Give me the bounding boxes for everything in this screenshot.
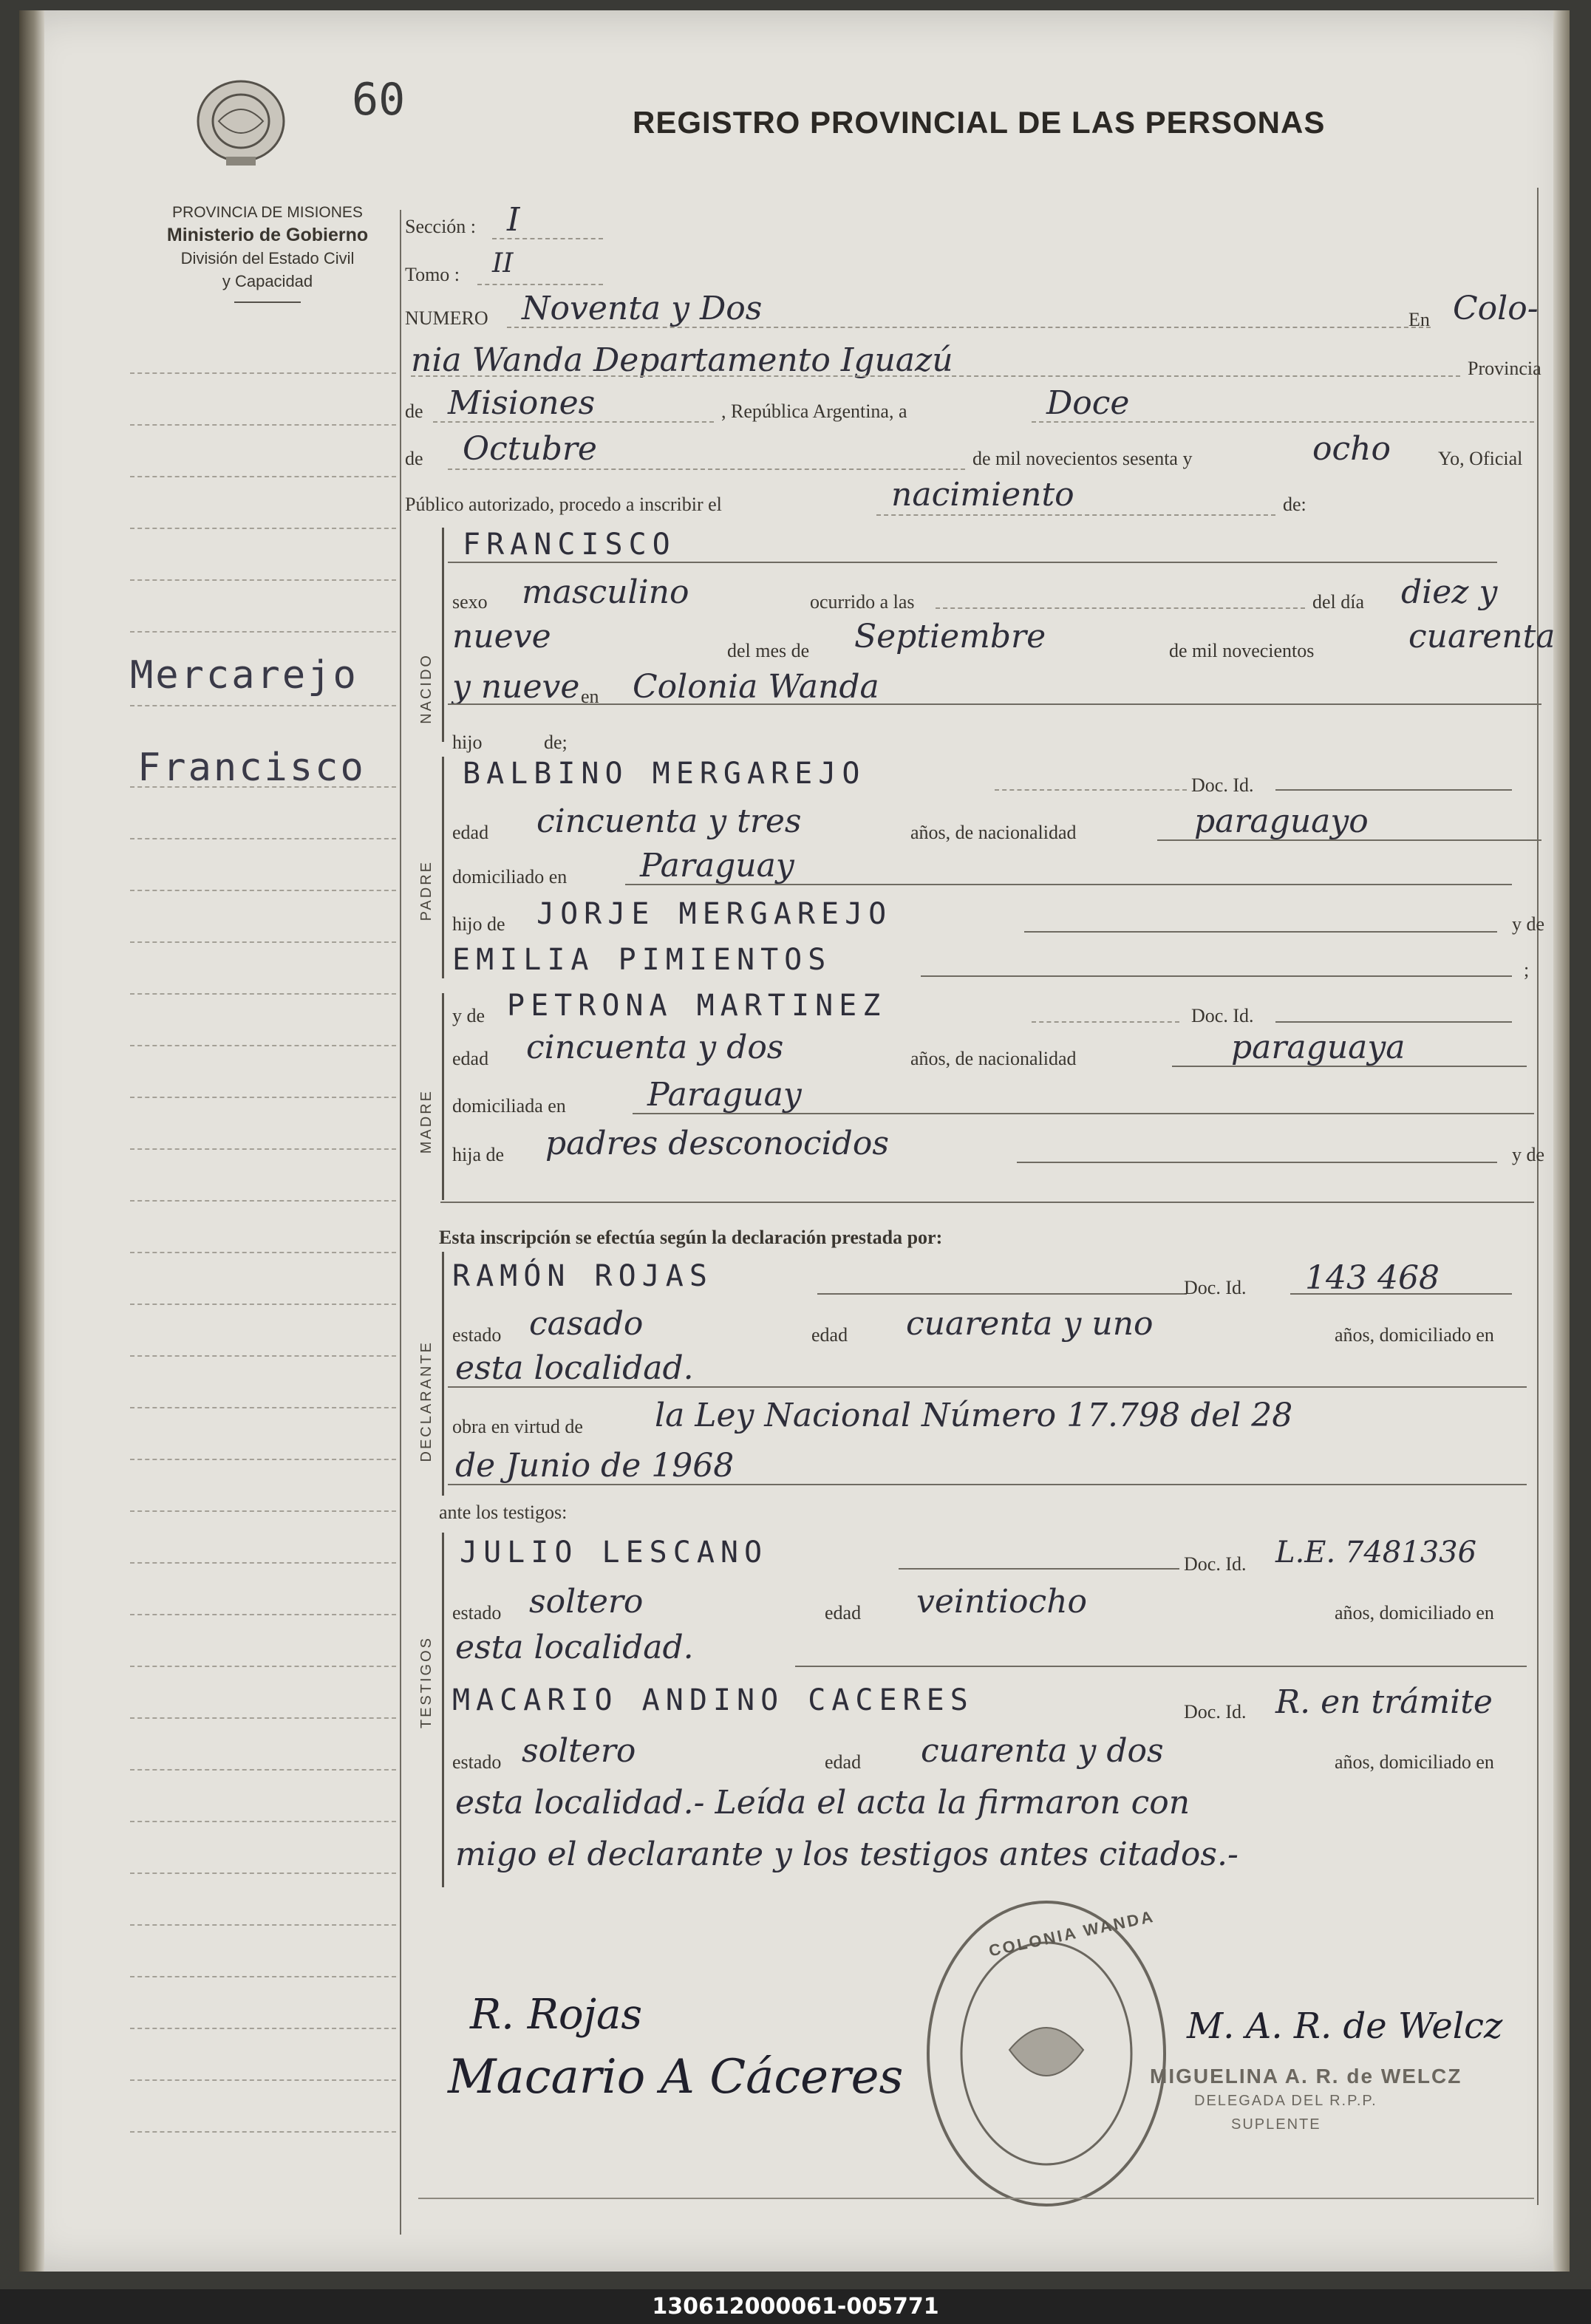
- madre-y-de-label-2: y de: [1512, 1144, 1545, 1165]
- anio-nacimiento-1: cuarenta: [1408, 618, 1556, 655]
- closing-line-2: migo el declarante y los testigos antes citados.-: [455, 1836, 1239, 1873]
- de-label-2: de: [405, 448, 423, 469]
- testigo-1-doc-label: Doc. Id.: [1184, 1553, 1247, 1575]
- padre-edad: cincuenta y tres: [536, 803, 802, 840]
- numero-label: NUMERO: [405, 307, 488, 329]
- lugar-value-2: nia Wanda Departamento Iguazú: [411, 341, 953, 379]
- madre-doc-label: Doc. Id.: [1191, 1005, 1254, 1026]
- anio-value: ocho: [1312, 430, 1391, 468]
- padre-semicolon: ;: [1524, 959, 1530, 981]
- lugar-nacimiento: Colonia Wanda: [633, 668, 879, 706]
- declarante-section-label: DECLARANTE: [418, 1340, 435, 1462]
- testigo-2-doc: R. en trámite: [1275, 1683, 1493, 1721]
- provincia-value: Misiones: [448, 384, 596, 422]
- declarante-domicilio: esta localidad.: [455, 1349, 694, 1387]
- en-label: En: [1408, 309, 1430, 330]
- madre-anios-label: años, de nacionalidad: [910, 1048, 1077, 1069]
- sexo-label: sexo: [452, 591, 488, 613]
- testigos-section-label: TESTIGOS: [418, 1636, 435, 1729]
- nacido-section-label: NACIDO: [418, 653, 435, 724]
- tomo-value: II: [492, 248, 514, 279]
- margin-given-name: Francisco: [137, 746, 366, 790]
- testigos-intro: ante los testigos:: [439, 1502, 568, 1523]
- madre-domicilio-label: domiciliada en: [452, 1095, 566, 1117]
- mil-label: de mil novecientos: [1169, 640, 1315, 661]
- madre-nacionalidad: paraguaya: [1231, 1029, 1406, 1066]
- obra-label: obra en virtud de: [452, 1416, 583, 1437]
- document-page: [19, 10, 1570, 2272]
- org-province: PROVINCIA DE MISIONES: [172, 204, 363, 221]
- madre-nombre: PETRONA MARTINEZ: [507, 989, 887, 1023]
- signature-declarante: R. Rojas: [470, 1991, 643, 2039]
- madre-edad-label: edad: [452, 1048, 489, 1069]
- hijo-label: hijo: [452, 732, 483, 753]
- anio-nacimiento-2: y nueve: [452, 668, 580, 706]
- stamp-name: MIGUELINA A. R. de WELCZ: [1150, 2065, 1462, 2088]
- org-division-2: y Capacidad: [222, 272, 313, 290]
- madre-padres: padres desconocidos: [545, 1125, 889, 1162]
- dia-value: Doce: [1046, 384, 1130, 422]
- declarante-intro: Esta inscripción se efectúa según la declaración prestada por:: [439, 1227, 943, 1248]
- book-binding: [19, 10, 44, 2272]
- testigo-1-edad-label: edad: [825, 1602, 862, 1623]
- madre-hija-de-label: hija de: [452, 1144, 505, 1165]
- seccion-value: I: [507, 201, 520, 239]
- republica-label: , República Argentina, a: [721, 401, 907, 422]
- lugar-value-1: Colo-: [1453, 290, 1539, 327]
- oficial-label: Yo, Oficial: [1438, 448, 1523, 469]
- padre-nacionalidad: paraguayo: [1194, 803, 1369, 840]
- padre-nombre: BALBINO MERGAREJO: [463, 757, 866, 791]
- padre-doc-label: Doc. Id.: [1191, 774, 1254, 796]
- declarante-edad-label: edad: [811, 1324, 848, 1346]
- testigos-bracket: [442, 1533, 444, 1887]
- coat-of-arms-emblem: [189, 75, 293, 171]
- page-edge: [1553, 10, 1570, 2272]
- padre-bracket: [442, 757, 444, 978]
- testigo-1-estado: soltero: [529, 1583, 644, 1621]
- declarante-anios-label: años, domiciliado en: [1335, 1324, 1494, 1346]
- signature-testigo: Macario A Cáceres: [448, 2050, 904, 2105]
- de-colon-label: de:: [1283, 494, 1306, 515]
- publico-label: Público autorizado, procedo a inscribir el: [405, 494, 722, 515]
- org-divider: [234, 301, 301, 303]
- testigo-1-anios-label: años, domiciliado en: [1335, 1602, 1494, 1623]
- dia-nacimiento-1: diez y: [1401, 573, 1498, 611]
- barcode-id-footer: 130612000061-005771: [0, 2289, 1591, 2324]
- testigo-2-anios-label: años, domiciliado en: [1335, 1751, 1494, 1773]
- testigo-2-estado-label: estado: [452, 1751, 502, 1773]
- obra-value-2: de Junio de 1968: [455, 1447, 735, 1485]
- margin-rule: [400, 210, 401, 2235]
- closing-line-1: esta localidad.- Leída el acta la firmaron con: [455, 1784, 1190, 1822]
- ocurrido-label: ocurrido a las: [810, 591, 915, 613]
- org-header: [112, 201, 423, 303]
- declarante-nombre: RAMÓN ROJAS: [452, 1259, 713, 1293]
- org-ministry: Ministerio de Gobierno: [166, 225, 369, 245]
- testigo-1-nombre: JULIO LESCANO: [460, 1536, 769, 1570]
- declarante-estado: casado: [529, 1305, 644, 1343]
- mes-nacimiento: Septiembre: [854, 618, 1046, 655]
- testigo-2-edad-label: edad: [825, 1751, 862, 1773]
- madre-domicilio: Paraguay: [647, 1076, 802, 1114]
- testigo-1-edad: veintiocho: [916, 1583, 1088, 1621]
- hijo-suffix: de;: [544, 732, 568, 753]
- sexo-value: masculino: [522, 573, 689, 611]
- testigo-2-estado: soltero: [522, 1732, 636, 1770]
- obra-value-1: la Ley Nacional Número 17.798 del 28: [655, 1397, 1293, 1434]
- right-rule: [1537, 188, 1539, 2205]
- page-title: REGISTRO PROVINCIAL DE LAS PERSONAS: [633, 105, 1326, 140]
- declarante-doc-label: Doc. Id.: [1184, 1277, 1247, 1298]
- mes-label: del mes de: [727, 640, 810, 661]
- declarante-doc: 143 468: [1305, 1259, 1440, 1297]
- padre-domicilio: Paraguay: [640, 847, 794, 885]
- testigo-1-doc: L.E. 7481336: [1275, 1536, 1477, 1570]
- del-dia-label: del día: [1312, 591, 1365, 613]
- tomo-label: Tomo :: [405, 264, 460, 285]
- nacido-bracket: [442, 528, 444, 742]
- stamp-title-1: DELEGADA DEL R.P.P.: [1194, 2093, 1377, 2109]
- numero-value: Noventa y Dos: [522, 290, 763, 327]
- signature-oficial: M. A. R. de Welcz: [1187, 2006, 1503, 2047]
- nacido-nombre: FRANCISCO: [463, 528, 676, 562]
- seal-text: COLONIA WANDA: [987, 1906, 1156, 1960]
- declarante-bracket: [442, 1252, 444, 1496]
- page-number: 60: [352, 74, 406, 126]
- en-nacimiento-label: en: [581, 686, 599, 707]
- padre-section-label: PADRE: [418, 860, 435, 921]
- seccion-label: Sección :: [405, 216, 477, 237]
- padre-hijo-de-label: hijo de: [452, 913, 505, 935]
- testigo-2-nombre: MACARIO ANDINO CACERES: [452, 1683, 974, 1717]
- testigo-2-doc-label: Doc. Id.: [1184, 1701, 1247, 1722]
- stamp-title-2: SUPLENTE: [1231, 2116, 1321, 2133]
- acto-value: nacimiento: [891, 476, 1074, 514]
- declarante-estado-label: estado: [452, 1324, 502, 1346]
- mes-value: Octubre: [463, 430, 597, 468]
- provincia-label: Provincia: [1468, 358, 1541, 379]
- testigo-1-domicilio: esta localidad.: [455, 1629, 694, 1666]
- padre-madre: EMILIA PIMIENTOS: [452, 943, 832, 977]
- padre-domicilio-label: domiciliado en: [452, 866, 568, 887]
- anio-label: de mil novecientos sesenta y: [972, 448, 1193, 469]
- testigo-1-estado-label: estado: [452, 1602, 502, 1623]
- dia-nacimiento-2: nueve: [452, 618, 551, 655]
- madre-bracket: [442, 993, 444, 1200]
- madre-y-de-label: y de: [452, 1005, 486, 1026]
- margin-surname: Mercarejo: [130, 653, 358, 698]
- padre-y-de-label: y de: [1512, 913, 1545, 935]
- org-division: División del Estado Civil: [180, 249, 355, 268]
- madre-edad: cincuenta y dos: [526, 1029, 784, 1066]
- testigo-2-edad: cuarenta y dos: [921, 1732, 1164, 1770]
- declarante-edad: cuarenta y uno: [906, 1305, 1154, 1343]
- de-label: de: [405, 401, 423, 422]
- padre-edad-label: edad: [452, 822, 489, 843]
- madre-section-label: MADRE: [418, 1089, 435, 1154]
- padre-anios-label: años, de nacionalidad: [910, 822, 1077, 843]
- padre-padre: JORJE MERGAREJO: [536, 897, 893, 931]
